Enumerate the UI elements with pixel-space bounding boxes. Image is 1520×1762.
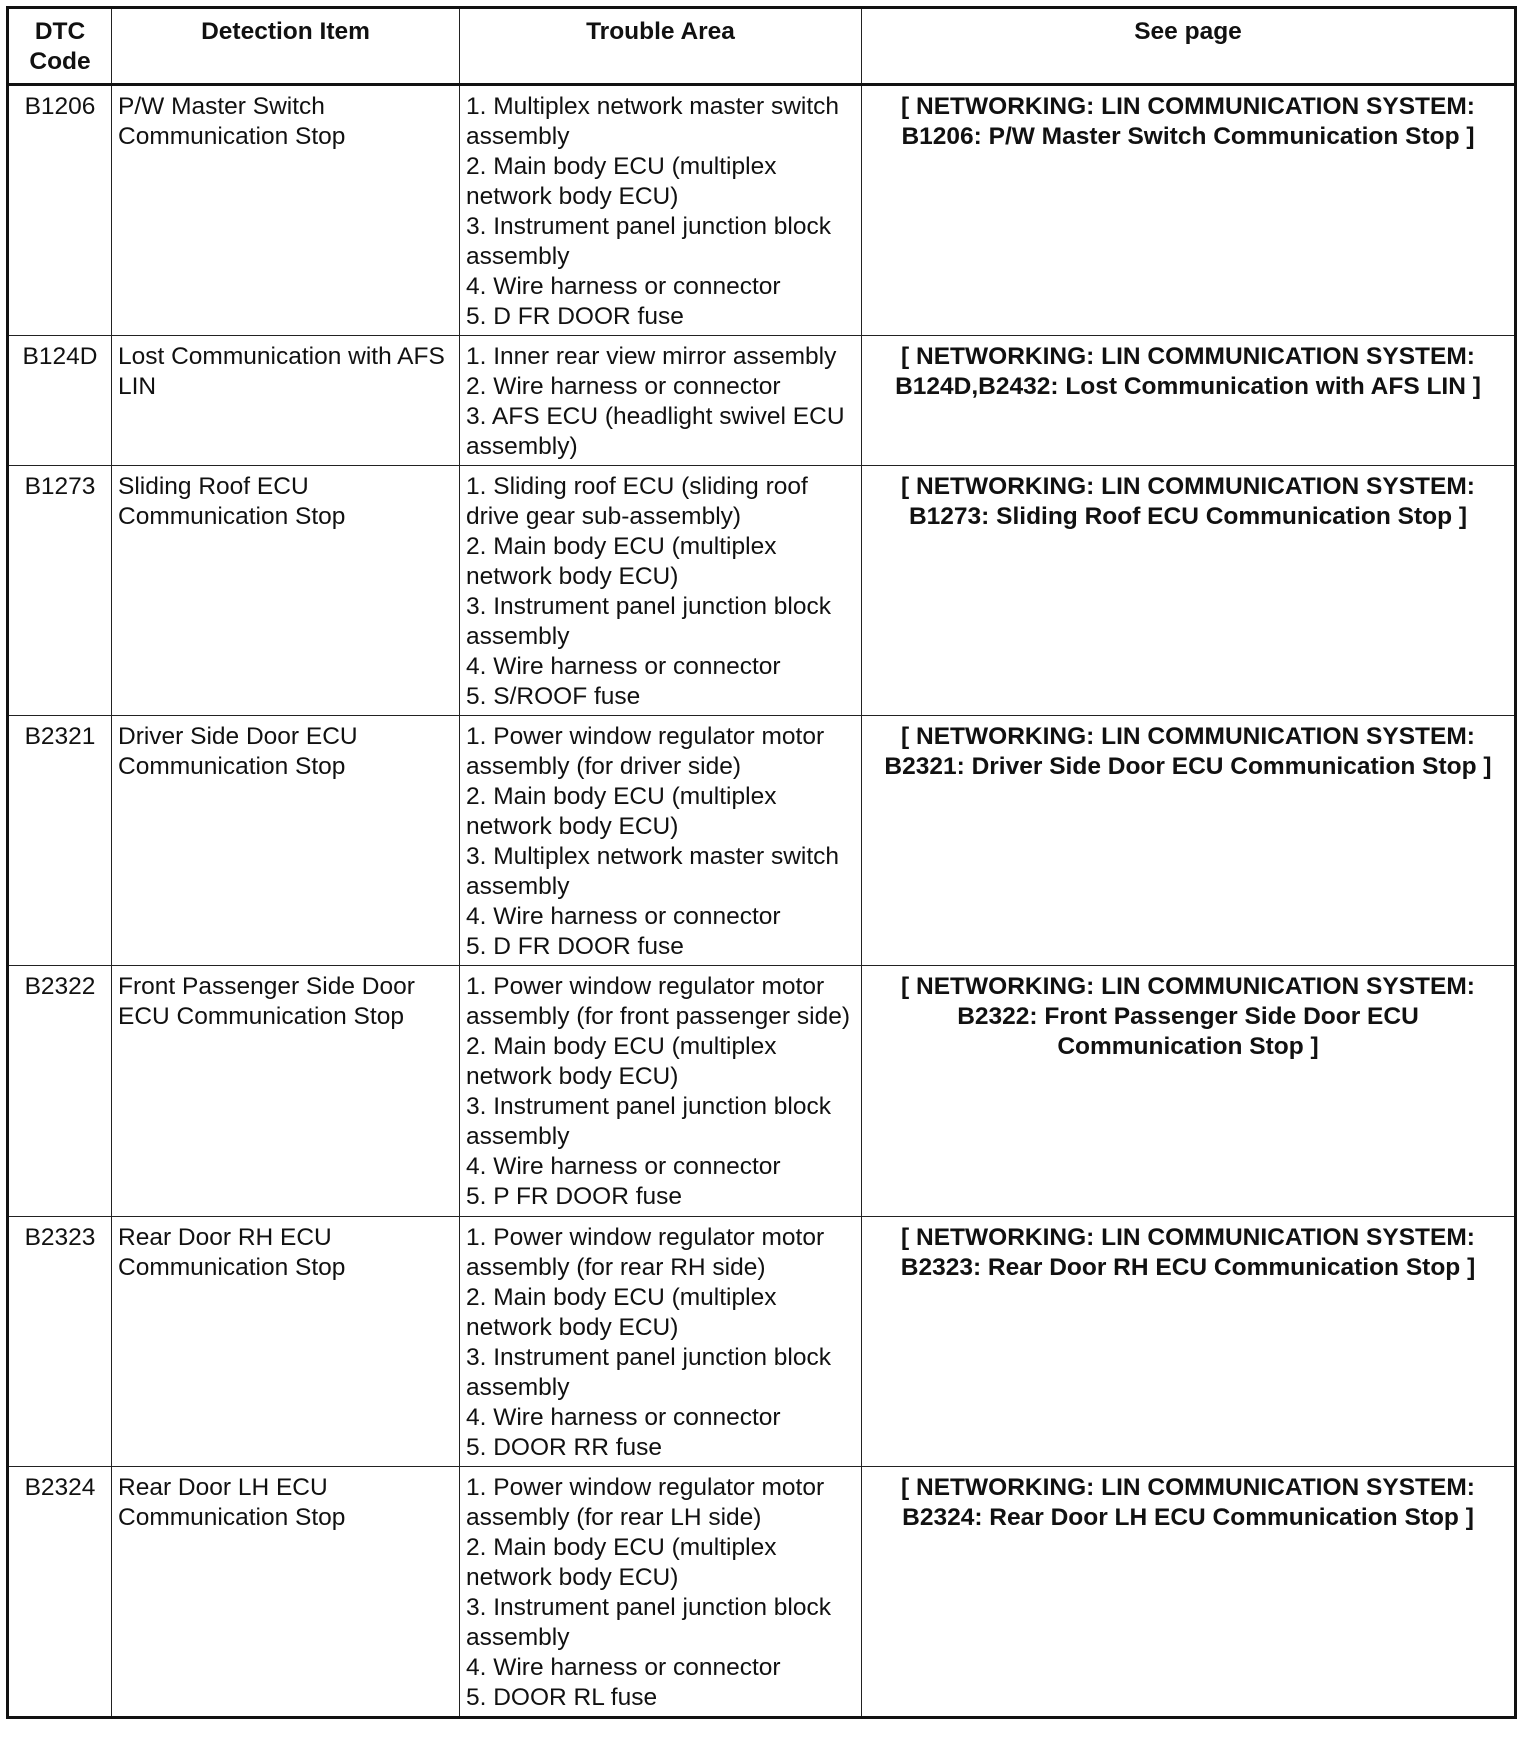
header-see-page: See page (862, 8, 1516, 85)
see-page-link[interactable]: [ NETWORKING: LIN COMMUNICATION SYSTEM: B2322: Front Passenger Side Door ECU Communication Stop ] (862, 966, 1516, 1217)
see-page-link[interactable]: [ NETWORKING: LIN COMMUNICATION SYSTEM: B1206: P/W Master Switch Communication Stop ] (862, 85, 1516, 336)
trouble-area-cell (460, 716, 862, 966)
table-row (8, 1467, 1516, 1718)
trouble-area-item: 3. AFS ECU (headlight swivel ECU assembly) (466, 403, 845, 460)
table-body (8, 85, 1516, 1718)
trouble-area-cell (460, 966, 862, 1217)
dtc-code-cell: B2321 (8, 716, 112, 966)
trouble-area-item: 2. Main body ECU (multiplex network body ECU) (466, 1534, 777, 1591)
see-page-link[interactable]: [ NETWORKING: LIN COMMUNICATION SYSTEM: B124D,B2432: Lost Communication with AFS LIN ] (862, 336, 1516, 466)
header-trouble-area: Trouble Area (460, 8, 862, 85)
trouble-area-cell (460, 1217, 862, 1467)
trouble-area-item: 1. Power window regulator motor assembly (for rear LH side) (466, 1474, 825, 1531)
trouble-area-item: 5. DOOR RL fuse (466, 1684, 658, 1711)
trouble-area-item: 3. Instrument panel junction block assembly (466, 1093, 831, 1150)
trouble-area-cell (460, 466, 862, 716)
dtc-table-wrapper (6, 6, 1517, 1719)
trouble-area-item: 4. Wire harness or connector (466, 653, 781, 680)
table-row (8, 716, 1516, 966)
trouble-area-item: 5. D FR DOOR fuse (466, 303, 684, 330)
trouble-area-item: 4. Wire harness or connector (466, 903, 781, 930)
header-dtc-code: DTC Code (8, 8, 112, 85)
trouble-area-item: 4. Wire harness or connector (466, 1404, 781, 1431)
table-header-row (8, 8, 1516, 85)
see-page-link[interactable]: [ NETWORKING: LIN COMMUNICATION SYSTEM: B2321: Driver Side Door ECU Communication Stop ] (862, 716, 1516, 966)
trouble-area-item: 2. Main body ECU (multiplex network body ECU) (466, 1033, 777, 1090)
trouble-area-item: 3. Instrument panel junction block assembly (466, 593, 831, 650)
trouble-area-item: 2. Wire harness or connector (466, 373, 781, 400)
detection-item-cell: P/W Master Switch Communication Stop (112, 85, 460, 336)
dtc-code-cell: B124D (8, 336, 112, 466)
trouble-area-item: 4. Wire harness or connector (466, 273, 781, 300)
dtc-code-cell: B2324 (8, 1467, 112, 1718)
detection-item-cell: Rear Door RH ECU Communication Stop (112, 1217, 460, 1467)
trouble-area-item: 5. DOOR RR fuse (466, 1434, 663, 1461)
trouble-area-item: 3. Instrument panel junction block assembly (466, 213, 831, 270)
dtc-code-cell: B1206 (8, 85, 112, 336)
table-row (8, 85, 1516, 336)
detection-item-cell: Sliding Roof ECU Communication Stop (112, 466, 460, 716)
trouble-area-item: 2. Main body ECU (multiplex network body ECU) (466, 533, 777, 590)
trouble-area-item: 5. P FR DOOR fuse (466, 1183, 683, 1210)
trouble-area-item: 4. Wire harness or connector (466, 1654, 781, 1681)
trouble-area-item: 5. D FR DOOR fuse (466, 933, 684, 960)
trouble-area-item: 1. Multiplex network master switch assembly (466, 93, 840, 150)
dtc-table (6, 6, 1517, 1719)
table-row (8, 466, 1516, 716)
dtc-code-cell: B2322 (8, 966, 112, 1217)
trouble-area-item: 1. Sliding roof ECU (sliding roof drive gear sub-assembly) (466, 473, 808, 530)
detection-item-cell: Front Passenger Side Door ECU Communication Stop (112, 966, 460, 1217)
trouble-area-item: 2. Main body ECU (multiplex network body ECU) (466, 783, 777, 840)
trouble-area-item: 4. Wire harness or connector (466, 1153, 781, 1180)
trouble-area-item: 1. Power window regulator motor assembly (for front passenger side) (466, 973, 850, 1030)
trouble-area-item: 2. Main body ECU (multiplex network body ECU) (466, 153, 777, 210)
header-detection-item: Detection Item (112, 8, 460, 85)
dtc-code-cell: B2323 (8, 1217, 112, 1467)
trouble-area-item: 2. Main body ECU (multiplex network body ECU) (466, 1284, 777, 1341)
trouble-area-item: 5. S/ROOF fuse (466, 683, 641, 710)
detection-item-cell: Lost Communication with AFS LIN (112, 336, 460, 466)
table-row (8, 336, 1516, 466)
detection-item-cell: Driver Side Door ECU Communication Stop (112, 716, 460, 966)
see-page-link[interactable]: [ NETWORKING: LIN COMMUNICATION SYSTEM: B1273: Sliding Roof ECU Communication Stop ] (862, 466, 1516, 716)
trouble-area-item: 3. Instrument panel junction block assembly (466, 1344, 831, 1401)
table-row (8, 966, 1516, 1217)
detection-item-cell: Rear Door LH ECU Communication Stop (112, 1467, 460, 1718)
dtc-code-cell: B1273 (8, 466, 112, 716)
trouble-area-item: 1. Power window regulator motor assembly (for driver side) (466, 723, 825, 780)
trouble-area-item: 3. Instrument panel junction block assembly (466, 1594, 831, 1651)
trouble-area-item: 1. Power window regulator motor assembly (for rear RH side) (466, 1224, 825, 1281)
trouble-area-cell (460, 85, 862, 336)
table-row (8, 1217, 1516, 1467)
trouble-area-cell (460, 1467, 862, 1718)
see-page-link[interactable]: [ NETWORKING: LIN COMMUNICATION SYSTEM: B2323: Rear Door RH ECU Communication Stop ] (862, 1217, 1516, 1467)
see-page-link[interactable]: [ NETWORKING: LIN COMMUNICATION SYSTEM: B2324: Rear Door LH ECU Communication Stop ] (862, 1467, 1516, 1718)
trouble-area-cell (460, 336, 862, 466)
trouble-area-item: 3. Multiplex network master switch assembly (466, 843, 840, 900)
trouble-area-item: 1. Inner rear view mirror assembly (466, 343, 837, 370)
